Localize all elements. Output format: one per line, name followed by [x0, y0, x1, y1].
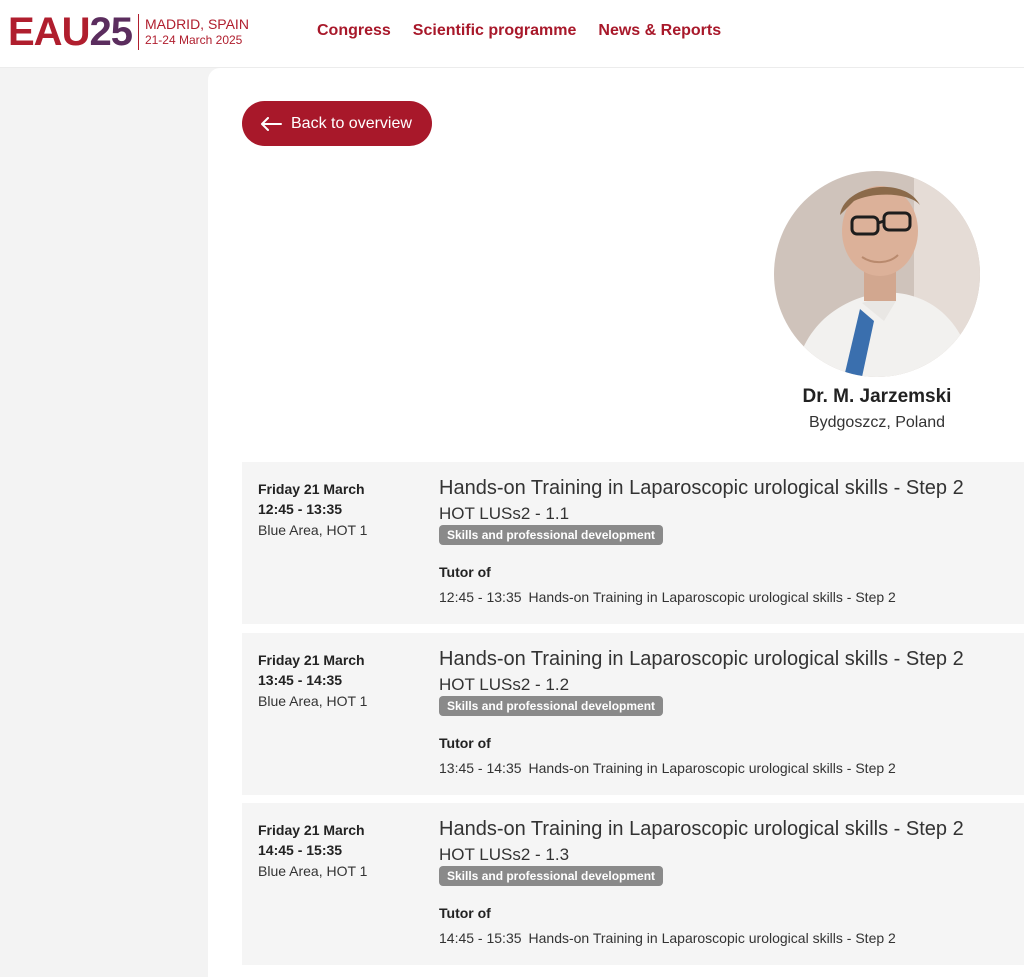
session-category-badge: Skills and professional development: [439, 696, 663, 716]
nav-congress[interactable]: Congress: [317, 22, 391, 39]
speaker-photo: [774, 171, 980, 377]
session-detail: [439, 930, 896, 946]
eau25-logo[interactable]: [8, 10, 249, 54]
session-title[interactable]: Hands-on Training in Laparoscopic urological skills - Step 2: [439, 648, 964, 670]
arrow-left-icon: [260, 117, 282, 131]
logo-brand: EAU: [8, 9, 90, 54]
logo-divider: [138, 14, 139, 50]
logo-year: 25: [89, 9, 132, 54]
session-category-badge: Skills and professional development: [439, 866, 663, 886]
session-detail-time: 13:45 - 14:35: [439, 760, 522, 776]
session-room: Blue Area, HOT 1: [258, 522, 368, 538]
session-detail-title: Hands-on Training in Laparoscopic urological skills - Step 2: [528, 760, 896, 776]
session-card[interactable]: [242, 462, 1024, 624]
speaker-avatar: [774, 171, 980, 377]
session-category-badge: Skills and professional development: [439, 525, 663, 545]
session-title[interactable]: Hands-on Training in Laparoscopic urological skills - Step 2: [439, 818, 964, 840]
session-day: Friday 21 March: [258, 652, 365, 668]
back-to-overview-button[interactable]: [242, 101, 432, 146]
session-role: Tutor of: [439, 905, 491, 921]
session-time: 14:45 - 15:35: [258, 842, 343, 858]
session-title[interactable]: Hands-on Training in Laparoscopic urological skills - Step 2: [439, 477, 964, 499]
session-detail-time: 12:45 - 13:35: [439, 589, 522, 605]
session-day: Friday 21 March: [258, 481, 365, 497]
session-time: 12:45 - 13:35: [258, 501, 343, 517]
nav-news-reports[interactable]: News & Reports: [598, 22, 722, 39]
session-detail-title: Hands-on Training in Laparoscopic urological skills - Step 2: [528, 589, 896, 605]
session-card[interactable]: [242, 803, 1024, 965]
main-nav: [317, 22, 721, 40]
session-role: Tutor of: [439, 735, 491, 751]
top-header: [0, 0, 1024, 68]
session-detail-time: 14:45 - 15:35: [439, 930, 522, 946]
session-code: HOT LUSs2 - 1.1: [439, 504, 570, 523]
logo-meta: [145, 16, 249, 47]
session-day: Friday 21 March: [258, 822, 365, 838]
session-time: 13:45 - 14:35: [258, 672, 343, 688]
session-detail-title: Hands-on Training in Laparoscopic urological skills - Step 2: [528, 930, 896, 946]
speaker-name: Dr. M. Jarzemski: [802, 386, 952, 407]
session-detail: [439, 760, 896, 776]
nav-scientific-programme[interactable]: Scientific programme: [412, 22, 577, 39]
back-button-label: Back to overview: [291, 114, 412, 132]
session-code: HOT LUSs2 - 1.3: [439, 845, 570, 864]
logo-dates: 21-24 March 2025: [144, 33, 243, 48]
session-detail: [439, 589, 896, 605]
session-role: Tutor of: [439, 564, 491, 580]
session-room: Blue Area, HOT 1: [258, 863, 368, 879]
logo-city: MADRID, SPAIN: [144, 16, 249, 33]
speaker-location: Bydgoszcz, Poland: [808, 414, 946, 431]
session-card[interactable]: [242, 633, 1024, 795]
session-room: Blue Area, HOT 1: [258, 693, 368, 709]
session-code: HOT LUSs2 - 1.2: [439, 675, 570, 694]
